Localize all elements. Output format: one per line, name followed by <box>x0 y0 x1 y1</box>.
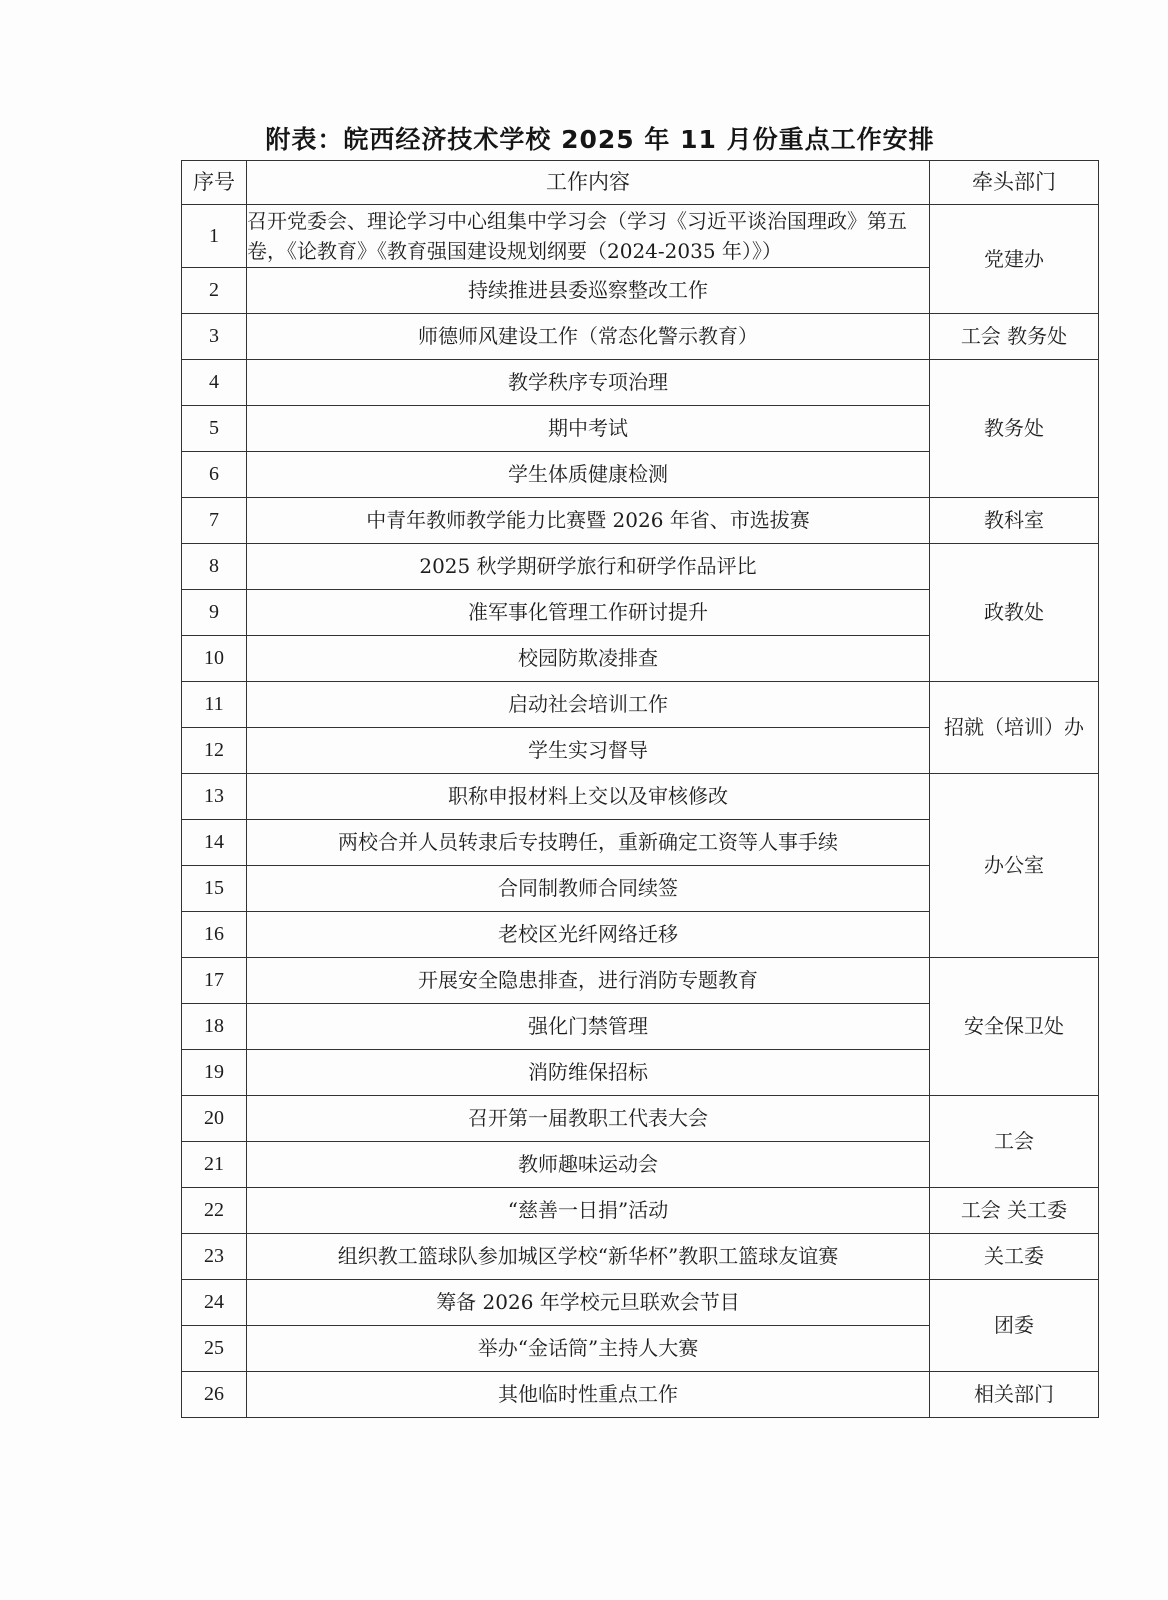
row-dept-cell: 教科室 <box>930 498 1099 544</box>
column-header-content: 工作内容 <box>247 161 930 205</box>
row-content-cell: 学生实习督导 <box>247 728 930 774</box>
row-seq-cell: 9 <box>182 590 247 636</box>
document-title: 附表：皖西经济技术学校 2025 年 11 月份重点工作安排 <box>265 125 935 154</box>
table-row <box>182 544 1099 590</box>
row-content-cell: 召开第一届教职工代表大会 <box>247 1096 930 1142</box>
table-row <box>182 1372 1099 1418</box>
row-seq-cell: 24 <box>182 1280 247 1326</box>
row-dept-cell: 政教处 <box>930 544 1099 682</box>
row-seq-cell: 1 <box>182 205 247 268</box>
row-dept-cell: 党建办 <box>930 205 1099 314</box>
table-header-row <box>182 161 1099 205</box>
row-content-cell: 合同制教师合同续签 <box>247 866 930 912</box>
row-content-cell: 持续推进县委巡察整改工作 <box>247 268 930 314</box>
row-seq-cell: 3 <box>182 314 247 360</box>
row-content-cell: 组织教工篮球队参加城区学校“新华杯”教职工篮球友谊赛 <box>247 1234 930 1280</box>
row-seq-cell: 17 <box>182 958 247 1004</box>
row-seq-cell: 19 <box>182 1050 247 1096</box>
row-content-cell: 举办“金话筒”主持人大赛 <box>247 1326 930 1372</box>
table-row <box>182 774 1099 820</box>
table-row <box>182 314 1099 360</box>
table-row <box>182 360 1099 406</box>
row-dept-cell: 招就（培训）办 <box>930 682 1099 774</box>
row-seq-cell: 7 <box>182 498 247 544</box>
row-content-cell: 启动社会培训工作 <box>247 682 930 728</box>
column-header-dept: 牵头部门 <box>930 161 1099 205</box>
work-schedule-table <box>181 160 1099 1418</box>
table-row <box>182 1188 1099 1234</box>
row-content-cell: 其他临时性重点工作 <box>247 1372 930 1418</box>
row-seq-cell: 23 <box>182 1234 247 1280</box>
row-seq-cell: 12 <box>182 728 247 774</box>
row-seq-cell: 16 <box>182 912 247 958</box>
row-seq-cell: 5 <box>182 406 247 452</box>
row-dept-cell: 办公室 <box>930 774 1099 958</box>
row-content-cell: 中青年教师教学能力比赛暨 2026 年省、市选拔赛 <box>247 498 930 544</box>
row-content-cell: 2025 秋学期研学旅行和研学作品评比 <box>247 544 930 590</box>
table-body <box>182 205 1099 1418</box>
row-dept-cell: 教务处 <box>930 360 1099 498</box>
row-content-cell: 教师趣味运动会 <box>247 1142 930 1188</box>
row-content-cell: “慈善一日捐”活动 <box>247 1188 930 1234</box>
row-dept-cell: 工会 关工委 <box>930 1188 1099 1234</box>
row-seq-cell: 4 <box>182 360 247 406</box>
row-seq-cell: 11 <box>182 682 247 728</box>
row-content-cell: 准军事化管理工作研讨提升 <box>247 590 930 636</box>
row-dept-cell: 安全保卫处 <box>930 958 1099 1096</box>
row-content-cell: 教学秩序专项治理 <box>247 360 930 406</box>
row-content-cell: 两校合并人员转隶后专技聘任，重新确定工资等人事手续 <box>247 820 930 866</box>
row-seq-cell: 18 <box>182 1004 247 1050</box>
row-content-cell: 筹备 2026 年学校元旦联欢会节目 <box>247 1280 930 1326</box>
table-row <box>182 205 1099 268</box>
table-row <box>182 1280 1099 1326</box>
row-seq-cell: 26 <box>182 1372 247 1418</box>
row-seq-cell: 21 <box>182 1142 247 1188</box>
row-content-cell: 老校区光纤网络迁移 <box>247 912 930 958</box>
table-row <box>182 682 1099 728</box>
table-row <box>182 1234 1099 1280</box>
row-content-cell: 开展安全隐患排查，进行消防专题教育 <box>247 958 930 1004</box>
row-seq-cell: 25 <box>182 1326 247 1372</box>
row-seq-cell: 2 <box>182 268 247 314</box>
row-content-cell: 职称申报材料上交以及审核修改 <box>247 774 930 820</box>
table-row <box>182 498 1099 544</box>
row-seq-cell: 6 <box>182 452 247 498</box>
row-seq-cell: 20 <box>182 1096 247 1142</box>
table-row <box>182 958 1099 1004</box>
row-content-cell: 强化门禁管理 <box>247 1004 930 1050</box>
row-seq-cell: 14 <box>182 820 247 866</box>
row-seq-cell: 15 <box>182 866 247 912</box>
row-seq-cell: 22 <box>182 1188 247 1234</box>
row-dept-cell: 相关部门 <box>930 1372 1099 1418</box>
row-dept-cell: 关工委 <box>930 1234 1099 1280</box>
row-dept-cell: 工会 <box>930 1096 1099 1188</box>
row-dept-cell: 工会 教务处 <box>930 314 1099 360</box>
table-row <box>182 1096 1099 1142</box>
row-content-cell: 师德师风建设工作（常态化警示教育） <box>247 314 930 360</box>
row-seq-cell: 10 <box>182 636 247 682</box>
row-content-cell: 召开党委会、理论学习中心组集中学习会（学习《习近平谈治国理政》第五卷，《论教育》《教育强国建设规划纲要（2024-2035 年）》） <box>247 205 930 268</box>
row-dept-cell: 团委 <box>930 1280 1099 1372</box>
row-content-cell: 学生体质健康检测 <box>247 452 930 498</box>
row-content-cell: 期中考试 <box>247 406 930 452</box>
row-content-cell: 校园防欺凌排查 <box>247 636 930 682</box>
column-header-seq: 序号 <box>182 161 247 205</box>
row-seq-cell: 8 <box>182 544 247 590</box>
row-seq-cell: 13 <box>182 774 247 820</box>
row-content-cell: 消防维保招标 <box>247 1050 930 1096</box>
